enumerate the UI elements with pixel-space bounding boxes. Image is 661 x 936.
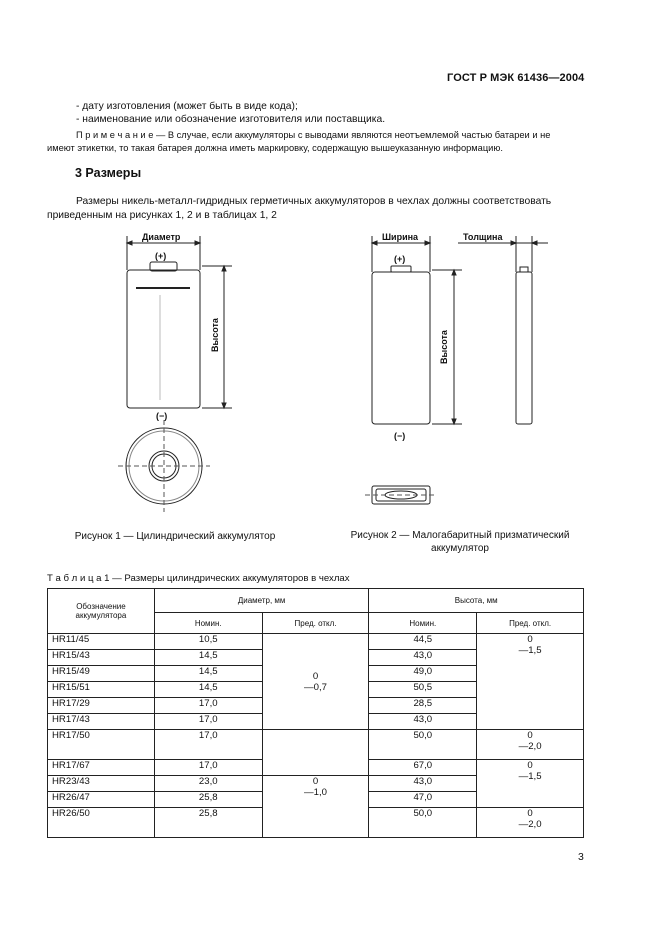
tolerance-upper: 0 — [312, 776, 319, 787]
cell-designation: HR17/50 — [48, 730, 155, 760]
header-designation: Обозначение аккумулятора — [48, 589, 155, 634]
cell-height: 50,5 — [369, 682, 477, 698]
header-diameter-nominal: Номин. — [154, 613, 262, 634]
header-height: Высота, мм — [369, 589, 584, 613]
cell-designation: HR15/43 — [48, 650, 155, 666]
table-row — [48, 634, 584, 650]
cell-designation: HR17/29 — [48, 698, 155, 714]
negative-terminal-label: (−) — [156, 411, 168, 421]
tolerance-lower: —2,0 — [518, 819, 542, 830]
negative-terminal-label: (−) — [394, 431, 406, 441]
figure-1-caption: Рисунок 1 — Цилиндрический аккумулятор — [74, 531, 276, 542]
cell-designation: HR17/43 — [48, 714, 155, 730]
cell-height: 50,0 — [369, 730, 477, 760]
list-item: - наименование или обозначение изготовителя или поставщика. — [76, 114, 386, 125]
tolerance-upper: 0 — [527, 634, 533, 645]
cell-diameter: 14,5 — [154, 650, 262, 666]
positive-terminal-label: (+) — [155, 251, 167, 261]
cell-diameter-tolerance-empty — [262, 730, 369, 776]
diameter-label: Диаметр — [142, 232, 181, 242]
figure-1-cylindrical-battery — [100, 226, 250, 526]
cell-height: 28,5 — [369, 698, 477, 714]
cell-height-tolerance — [477, 730, 584, 760]
height-label: Высота — [210, 318, 220, 352]
section-title: 3 Размеры — [75, 166, 142, 180]
cell-designation: HR26/47 — [48, 792, 155, 808]
header-height-tolerance: Пред. откл. — [477, 613, 584, 634]
table-row — [48, 730, 584, 760]
cell-designation: HR23/43 — [48, 776, 155, 792]
tolerance-lower: —1,5 — [518, 771, 542, 782]
tolerance-upper: 0 — [527, 730, 533, 741]
thickness-label: Толщина — [463, 232, 503, 242]
table-1-title: Т а б л и ц а 1 — Размеры цилиндрических аккумуляторов в чехлах — [47, 573, 350, 584]
note-line1: — В случае, если аккумуляторы с выводами являются неотъемлемой частью батареи и не — [153, 130, 551, 140]
figure-2-caption-line1: Рисунок 2 — Малогабаритный призматический — [350, 530, 570, 541]
cell-diameter: 14,5 — [154, 666, 262, 682]
header-diameter-tolerance: Пред. откл. — [262, 613, 369, 634]
figure-2-prismatic-battery — [360, 226, 560, 516]
cell-diameter-tolerance — [262, 776, 369, 838]
cell-height: 47,0 — [369, 792, 477, 808]
list-item: - дату изготовления (может быть в виде кода); — [76, 101, 298, 112]
cell-diameter: 10,5 — [154, 634, 262, 650]
figure-2-caption — [340, 529, 580, 555]
cell-designation: HR15/49 — [48, 666, 155, 682]
header-diameter: Диаметр, мм — [154, 589, 369, 613]
cell-height: 67,0 — [369, 760, 477, 776]
tolerance-upper: 0 — [527, 760, 533, 771]
page-number: 3 — [578, 851, 584, 863]
note-label: П р и м е ч а н и е — [76, 130, 154, 140]
tolerance-lower: —1,5 — [518, 645, 542, 656]
section-paragraph-line2: приведенным на рисунках 1, 2 и в таблицах 1, 2 — [47, 210, 277, 221]
section-paragraph-line1: Размеры никель-металл-гидридных герметичных аккумуляторов в чехлах должны соответствовать — [76, 196, 552, 207]
cell-height: 43,0 — [369, 714, 477, 730]
cell-height-tolerance — [477, 808, 584, 838]
tolerance-lower: —1,0 — [304, 787, 327, 798]
cell-diameter: 25,8 — [154, 808, 262, 838]
tolerance-lower: —0,7 — [304, 681, 327, 693]
positive-terminal-label: (+) — [394, 254, 406, 264]
cell-diameter: 17,0 — [154, 760, 262, 776]
cell-diameter: 17,0 — [154, 698, 262, 714]
cell-height-tolerance — [477, 760, 584, 808]
note-line2: имеют этикетки, то такая батарея должна иметь маркировку, содержащую вышеуказанную информацию. — [47, 143, 503, 153]
tolerance-upper: 0 — [527, 808, 533, 819]
cell-diameter: 17,0 — [154, 730, 262, 760]
note — [76, 128, 550, 142]
figure-2-caption-line2: аккумулятор — [431, 543, 489, 554]
height-label: Высота — [439, 330, 449, 364]
cell-designation: HR15/51 — [48, 682, 155, 698]
cell-designation: HR26/50 — [48, 808, 155, 838]
cell-height: 43,0 — [369, 776, 477, 792]
cell-diameter: 14,5 — [154, 682, 262, 698]
tolerance-upper: 0 — [312, 670, 319, 682]
cell-diameter: 25,8 — [154, 792, 262, 808]
width-label: Ширина — [382, 232, 419, 242]
table-1 — [47, 588, 584, 838]
cell-height: 43,0 — [369, 650, 477, 666]
cell-designation: HR11/45 — [48, 634, 155, 650]
cell-diameter: 23,0 — [154, 776, 262, 792]
header-height-nominal: Номин. — [369, 613, 477, 634]
tolerance-lower: —2,0 — [518, 741, 542, 752]
cell-height: 44,5 — [369, 634, 477, 650]
document-code: ГОСТ Р МЭК 61436—2004 — [447, 72, 585, 84]
cell-designation: HR17/67 — [48, 760, 155, 776]
cell-diameter: 17,0 — [154, 714, 262, 730]
cell-height-tolerance — [477, 634, 584, 730]
cell-diameter-tolerance — [262, 634, 369, 730]
cell-height: 49,0 — [369, 666, 477, 682]
cell-height: 50,0 — [369, 808, 477, 838]
